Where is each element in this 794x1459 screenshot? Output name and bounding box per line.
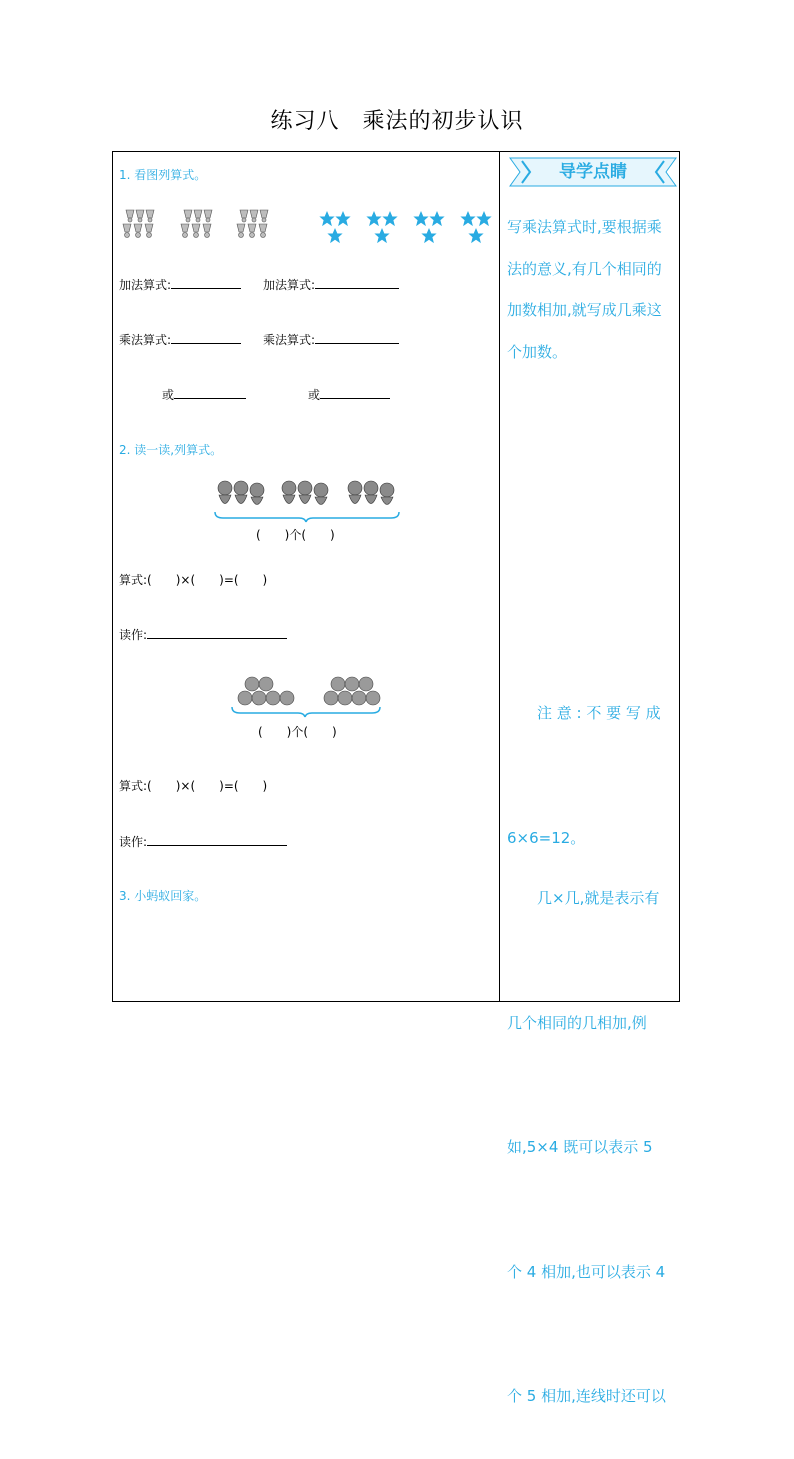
tip-line: 如,5×4 既可以表示 5 xyxy=(507,1138,653,1156)
q2-read-a xyxy=(119,626,287,643)
answer-blank[interactable] xyxy=(315,331,399,344)
q1-heading: 1. 看图列算式。 xyxy=(119,168,207,182)
q3-heading: 3. 小蚂蚁回家。 xyxy=(119,889,207,903)
q1-addition-left xyxy=(119,276,241,293)
tip-line: 写乘法算式时,要根据乘 xyxy=(507,218,662,236)
answer-blank[interactable] xyxy=(147,833,287,846)
q1-multiplication-right xyxy=(263,331,399,348)
tip-line: 几×几,就是表示有 xyxy=(507,889,660,907)
tip-line: 加数相加,就写成几乘这 xyxy=(507,301,662,319)
answer-blank[interactable] xyxy=(147,626,287,639)
read-label: 读作: xyxy=(119,628,148,642)
q2-formula-a: 算式:( )×( )=( ) xyxy=(119,573,268,587)
tip-line: 6×6=12。 xyxy=(507,828,586,847)
q1-or-left xyxy=(162,386,246,403)
multiplication-label: 乘法算式: xyxy=(263,333,316,347)
q1-multiplication-left xyxy=(119,331,241,348)
children-icon-group xyxy=(213,478,403,522)
guide-banner-title: 导学点睛 xyxy=(559,162,627,182)
tip-line: 法的意义,有几个相同的 xyxy=(507,259,662,278)
tip-line: 个 4 相加,也可以表示 4 xyxy=(507,1262,666,1281)
column-divider xyxy=(499,151,500,1002)
tip-line: 个 5 相加,连线时还可以 xyxy=(507,1387,666,1405)
q1-or-right xyxy=(308,386,390,403)
addition-label: 加法算式: xyxy=(119,278,172,292)
tip-line: 个加数。 xyxy=(507,342,568,361)
or-label: 或 xyxy=(162,388,175,402)
multiplication-label: 乘法算式: xyxy=(119,333,172,347)
q2-bracket-b: ( )个( ) xyxy=(258,725,337,739)
answer-blank[interactable] xyxy=(174,386,246,399)
q1-addition-right xyxy=(263,276,399,293)
balls-icon-group xyxy=(230,675,385,719)
answer-blank[interactable] xyxy=(315,276,399,289)
or-label: 或 xyxy=(308,388,321,402)
tip-3 xyxy=(507,795,675,1459)
q2-heading: 2. 读一读,列算式。 xyxy=(119,443,223,457)
answer-blank[interactable] xyxy=(171,276,241,289)
answer-blank[interactable] xyxy=(171,331,241,344)
answer-blank[interactable] xyxy=(320,386,390,399)
read-label: 读作: xyxy=(119,835,148,849)
tip-line: 几个相同的几相加,例 xyxy=(507,1013,647,1032)
q2-read-b xyxy=(119,833,287,850)
page-title: 练习八 乘法的初步认识 xyxy=(270,109,524,134)
tip-line: 注 意 : 不 要 写 成 xyxy=(507,704,661,722)
addition-label: 加法算式: xyxy=(263,278,316,292)
shuttlecock-icon-group xyxy=(120,208,280,246)
q2-bracket-a: ( )个( ) xyxy=(256,528,335,542)
q2-formula-b: 算式:( )×( )=( ) xyxy=(119,779,268,793)
tip-1 xyxy=(507,207,675,373)
star-icon-group xyxy=(317,210,495,246)
